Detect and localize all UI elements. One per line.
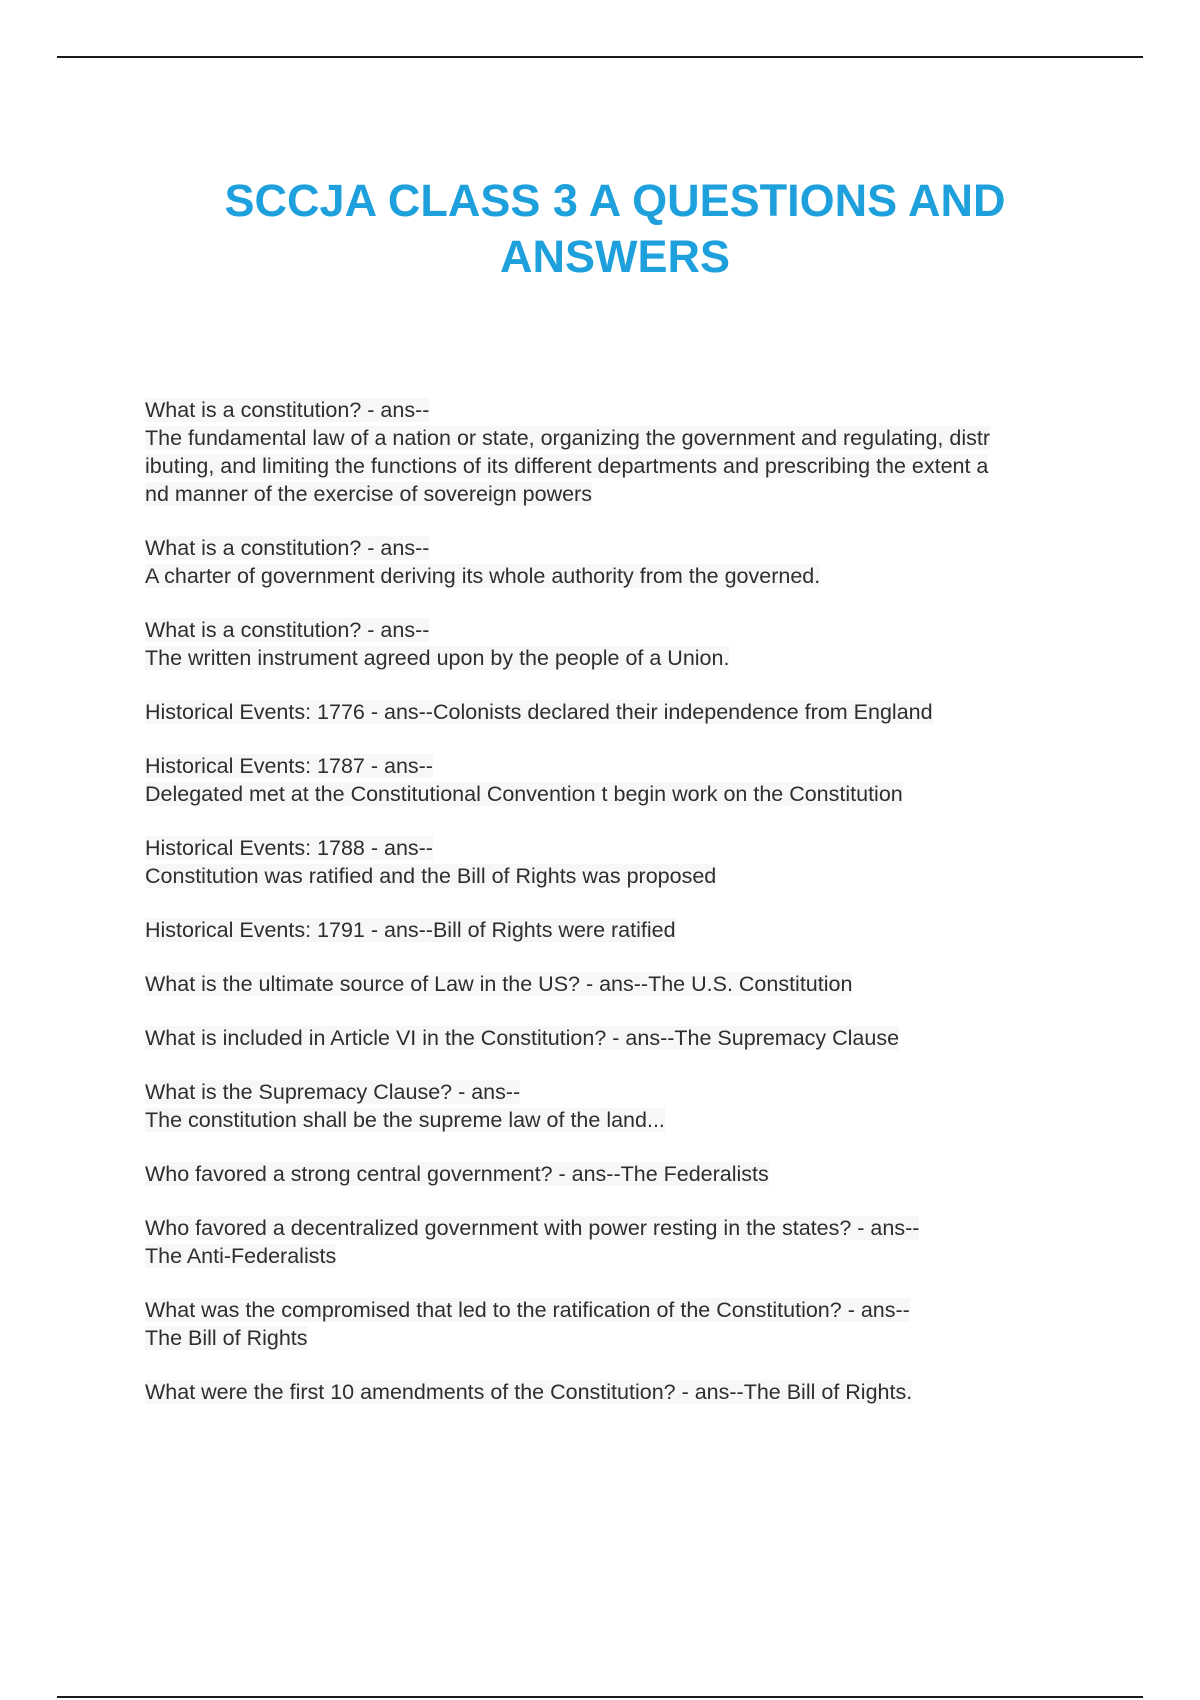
qa-line	[145, 780, 1095, 808]
title-line-1: SCCJA CLASS 3 A QUESTIONS AND	[224, 175, 1006, 226]
qa-line	[145, 424, 1095, 452]
qa-item	[145, 970, 1095, 998]
qa-line-text: Historical Events: 1776 - ans--Colonists declared their independence from England	[145, 700, 933, 724]
qa-item	[145, 1214, 1095, 1270]
qa-item	[145, 916, 1095, 944]
qa-item	[145, 698, 1095, 726]
qa-line-text: What was the compromised that led to the ratification of the Constitution? - ans--	[145, 1298, 910, 1322]
qa-item	[145, 1378, 1095, 1406]
title-line-2: ANSWERS	[499, 231, 730, 282]
qa-line-text: A charter of government deriving its whole authority from the governed.	[145, 564, 821, 588]
qa-line	[145, 1242, 1095, 1270]
qa-line-text: nd manner of the exercise of sovereign powers	[145, 482, 592, 506]
qa-line-text: What is a constitution? - ans--	[145, 536, 430, 560]
qa-line	[145, 1160, 1095, 1188]
qa-line-text: What is a constitution? - ans--	[145, 618, 430, 642]
qa-line-text: The constitution shall be the supreme law of the land...	[145, 1108, 665, 1132]
qa-item	[145, 1160, 1095, 1188]
qa-line-text: Constitution was ratified and the Bill of Rights was proposed	[145, 864, 717, 888]
qa-line	[145, 1106, 1095, 1134]
qa-line-text: The Anti-Federalists	[145, 1244, 337, 1268]
qa-item	[145, 1024, 1095, 1052]
qa-line-text: The Bill of Rights	[145, 1326, 308, 1350]
qa-line-text: What is the ultimate source of Law in the US? - ans--The U.S. Constitution	[145, 972, 853, 996]
qa-item	[145, 1078, 1095, 1134]
qa-line	[145, 862, 1095, 890]
qa-line-text: Delegated met at the Constitutional Convention t begin work on the Constitution	[145, 782, 903, 806]
document-title	[100, 173, 1130, 285]
bottom-rule	[57, 1696, 1143, 1698]
qa-line-text: What is included in Article VI in the Constitution? - ans--The Supremacy Clause	[145, 1026, 900, 1050]
qa-item	[145, 616, 1095, 672]
qa-line	[145, 1024, 1095, 1052]
top-rule	[57, 56, 1143, 58]
qa-line	[145, 480, 1095, 508]
qa-line	[145, 916, 1095, 944]
qa-line	[145, 644, 1095, 672]
qa-item	[145, 834, 1095, 890]
qa-line-text: Historical Events: 1791 - ans--Bill of Rights were ratified	[145, 918, 676, 942]
qa-line-text: What is a constitution? - ans--	[145, 398, 430, 422]
qa-item	[145, 534, 1095, 590]
qa-line	[145, 1324, 1095, 1352]
qa-line-text: ibuting, and limiting the functions of its different departments and prescribing the extent a	[145, 454, 989, 478]
qa-line	[145, 1296, 1095, 1324]
qa-item	[145, 396, 1095, 508]
qa-line	[145, 1214, 1095, 1242]
qa-line-text: What were the first 10 amendments of the Constitution? - ans--The Bill of Rights.	[145, 1380, 913, 1404]
qa-item	[145, 1296, 1095, 1352]
qa-line-text: Historical Events: 1788 - ans--	[145, 836, 433, 860]
qa-line-text: Historical Events: 1787 - ans--	[145, 754, 433, 778]
qa-line	[145, 970, 1095, 998]
qa-line-text: The written instrument agreed upon by the people of a Union.	[145, 646, 730, 670]
qa-line-text: What is the Supremacy Clause? - ans--	[145, 1080, 521, 1104]
qa-list	[145, 396, 1095, 1432]
qa-item	[145, 752, 1095, 808]
qa-line	[145, 452, 1095, 480]
qa-line-text: Who favored a strong central government? - ans--The Federalists	[145, 1162, 769, 1186]
qa-line	[145, 534, 1095, 562]
qa-line	[145, 834, 1095, 862]
qa-line	[145, 752, 1095, 780]
qa-line-text: Who favored a decentralized government with power resting in the states? - ans--	[145, 1216, 920, 1240]
qa-line	[145, 616, 1095, 644]
qa-line	[145, 1378, 1095, 1406]
qa-line	[145, 698, 1095, 726]
qa-line	[145, 396, 1095, 424]
qa-line-text: The fundamental law of a nation or state, organizing the government and regulating, distr	[145, 426, 990, 450]
qa-line	[145, 562, 1095, 590]
qa-line	[145, 1078, 1095, 1106]
